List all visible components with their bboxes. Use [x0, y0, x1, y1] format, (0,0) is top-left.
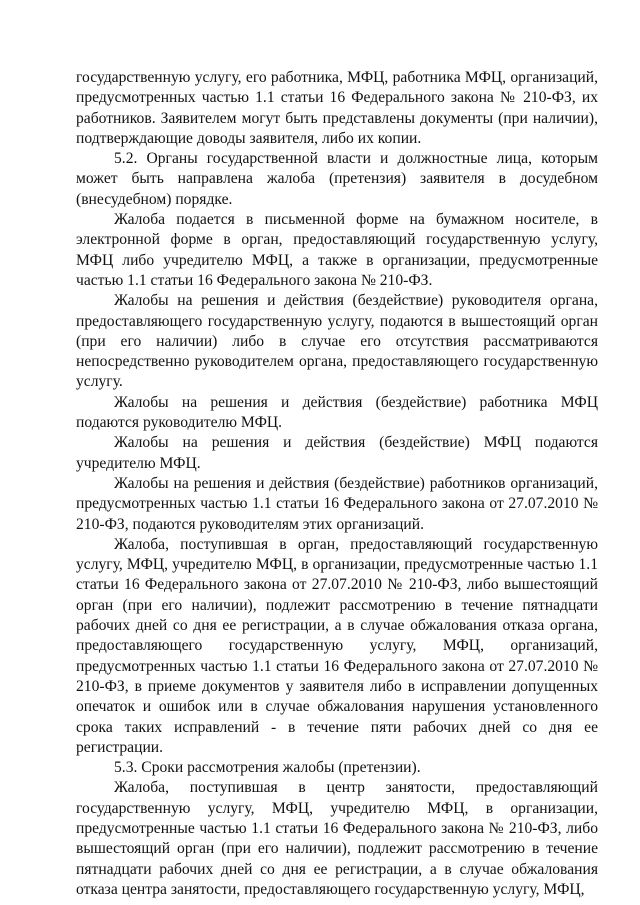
paragraph-employment-center: Жалоба, поступившая в центр занятости, предоставляющий государственную услугу, МФЦ, учредителю МФЦ, в организации, предусмотренные частью 1.1 статьи 16 Федерального закона № 210-ФЗ, либо вышестоящий орган (при его наличии), подлежит рассмотрению в течение пятнадцати рабочих дней со дня ее регистрации, а в случае обжалования отказа центра занятости, предоставляющего государственную услугу, МФЦ,: [76, 779, 598, 898]
paragraph-organization-workers: Жалобы на решения и действия (бездействие) работников организаций, предусмотренных частью 1.1 статьи 16 Федерального закона от 27.07.2010 № 210-ФЗ, подаются руководителям этих организаций.: [76, 474, 598, 533]
paragraph-5-2-heading: 5.2. Органы государственной власти и должностные лица, которым может быть направлена жалоба (претензия) заявителя в досудебном (внесудебном) порядке.: [76, 150, 598, 208]
document-body: [76, 68, 598, 900]
paragraph-continuation: государственную услугу, его работника, МФЦ, работника МФЦ, организаций, предусмотренных частью 1.1 статьи 16 Федерального закона № 210-ФЗ, их работников. Заявителем могут быть представлены документы (при наличии), подтверждающие доводы заявителя, либо их копии.: [76, 69, 598, 147]
paragraph-review-terms: Жалоба, поступившая в орган, предоставляющий государственную услугу, МФЦ, учредителю МФЦ, в организации, предусмотренные частью 1.1 статьи 16 Федерального закона от 27.07.2010 № 210-ФЗ, либо вышестоящий орган (при его наличии), подлежит рассмотрению в течение пятнадцати рабочих дней со дня ее регистрации, а в случае обжалования отказа органа, предоставляющего государственную услугу, МФЦ, организаций, предусмотренных частью 1.1 статьи 16 Федерального закона от 27.07.2010 № 210-ФЗ, в приеме документов у заявителя либо в исправлении допущенных опечаток и ошибок или в случае обжалования нарушения установленного срока таких исправлений - в течение пяти рабочих дней со дня ее регистрации.: [76, 535, 598, 756]
paragraph-head-of-body: Жалобы на решения и действия (бездействие) руководителя органа, предоставляющего государственную услугу, подаются в вышестоящий орган (при его наличии) либо в случае его отсутствия рассматриваются непосредственно руководителем органа, предоставляющего государственную услугу.: [76, 292, 598, 391]
paragraph-mfc: Жалобы на решения и действия (бездействие) МФЦ подаются учредителю МФЦ.: [76, 434, 598, 472]
paragraph-complaint-form: Жалоба подается в письменной форме на бумажном носителе, в электронной форме в орган, предоставляющий государственную услугу, МФЦ либо учредителю МФЦ, а также в организации, предусмотренные частью 1.1 статьи 16 Федерального закона № 210-ФЗ.: [76, 211, 598, 289]
paragraph-5-3-heading: 5.3. Сроки рассмотрения жалобы (претензии).: [114, 759, 421, 777]
paragraph-mfc-worker: Жалобы на решения и действия (бездействие) работника МФЦ подаются руководителю МФЦ.: [76, 393, 598, 432]
